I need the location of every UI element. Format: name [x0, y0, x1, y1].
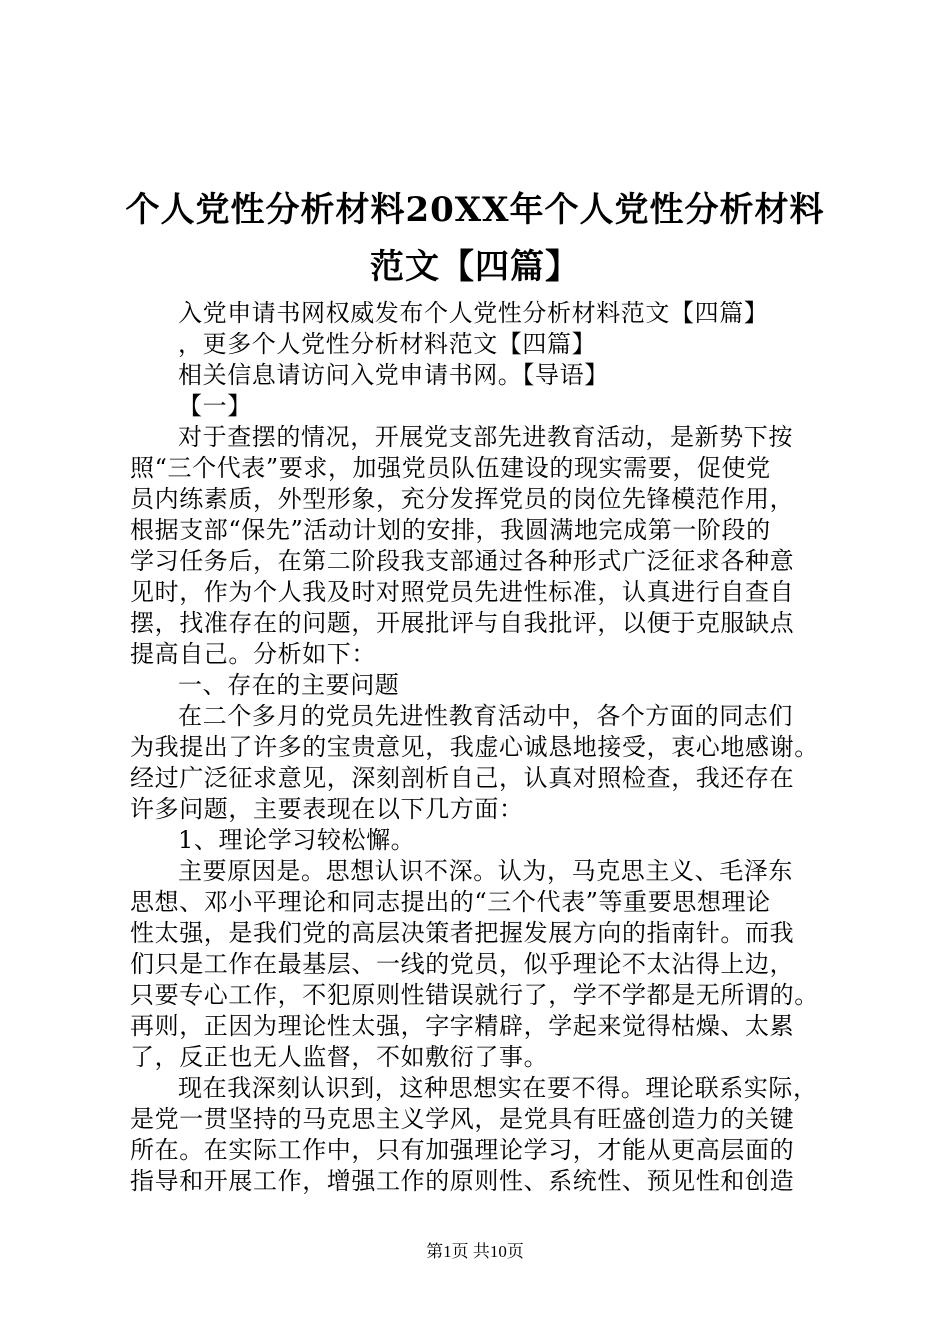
- text-line: 指导和开展工作，增强工作的原则性、系统性、预见性和创造: [130, 1167, 795, 1195]
- text-line: 员内练素质，外型形象，充分发挥党员的岗位先锋模范作用，: [130, 485, 795, 513]
- text-line: 见时，作为个人我及时对照党员先进性标准，认真进行自查自: [130, 578, 795, 606]
- document-title-line-2: 范文【四篇】: [370, 247, 580, 287]
- text-line: 所在。在实际工作中，只有加强理论学习，才能从更高层面的: [130, 1136, 795, 1164]
- text-line: 只要专心工作，不犯原则性错误就行了，学不学都是无所谓的。: [130, 981, 819, 1009]
- text-line: 为我提出了许多的宝贵意见，我虚心诚恳地接受，衷心地感谢。: [130, 733, 819, 761]
- text-line: 在二个多月的党员先进性教育活动中，各个方面的同志们: [178, 702, 793, 730]
- text-line: 提高自己。分析如下：: [130, 640, 376, 668]
- text-line: 再则，正因为理论性太强，字字精辟，学起来觉得枯燥、太累: [130, 1012, 795, 1040]
- text-line: ，更多个人党性分析材料范文【四篇】: [178, 330, 597, 358]
- text-line: 照“三个代表”要求，加强党员队伍建设的现实需要，促使党: [130, 454, 771, 482]
- text-line: 许多问题，主要表现在以下几方面：: [130, 795, 524, 823]
- text-line: 相关信息请访问入党申请书网。【导语】: [178, 361, 609, 389]
- text-line: 现在我深刻认识到，这种思想实在要不得。理论联系实际，: [178, 1074, 818, 1102]
- page-footer: 第1页 共10页: [426, 1242, 524, 1261]
- subsection-heading: 1、理论学习较松懈。: [178, 826, 416, 854]
- text-line: 【一】: [178, 392, 252, 420]
- text-line: 经过广泛征求意见，深刻剖析自己，认真对照检查，我还存在: [130, 764, 795, 792]
- text-line: 根据支部“保先”活动计划的安排，我圆满地完成第一阶段的: [130, 516, 771, 544]
- text-line: 学习任务后，在第二阶段我支部通过各种形式广泛征求各种意: [130, 547, 795, 575]
- section-heading: 一、存在的主要问题: [178, 671, 400, 699]
- text-line: 们只是工作在最基层、一线的党员，似乎理论不太沾得上边，: [130, 950, 795, 978]
- text-line: 思想、邓小平理论和同志提出的“三个代表”等重要思想理论: [130, 888, 771, 916]
- text-line: 主要原因是。思想认识不深。认为，马克思主义、毛泽东: [178, 857, 793, 885]
- text-line: 了，反正也无人监督，不如敷衍了事。: [130, 1043, 549, 1071]
- text-line: 是党一贯坚持的马克思主义学风，是党具有旺盛创造力的关键: [130, 1105, 795, 1133]
- text-line: 对于查摆的情况，开展党支部先进教育活动，是新势下按: [178, 423, 793, 451]
- document-body: [130, 298, 832, 1197]
- text-line: 摆，找准存在的问题，开展批评与自我批评，以便于克服缺点: [130, 609, 795, 637]
- document-title-line-1: 个人党性分析材料20XX年个人党性分析材料: [125, 190, 825, 230]
- text-line: 入党申请书网权威发布个人党性分析材料范文【四篇】: [178, 299, 769, 327]
- text-line: 性太强，是我们党的高层决策者把握发展方向的指南针。而我: [130, 919, 795, 947]
